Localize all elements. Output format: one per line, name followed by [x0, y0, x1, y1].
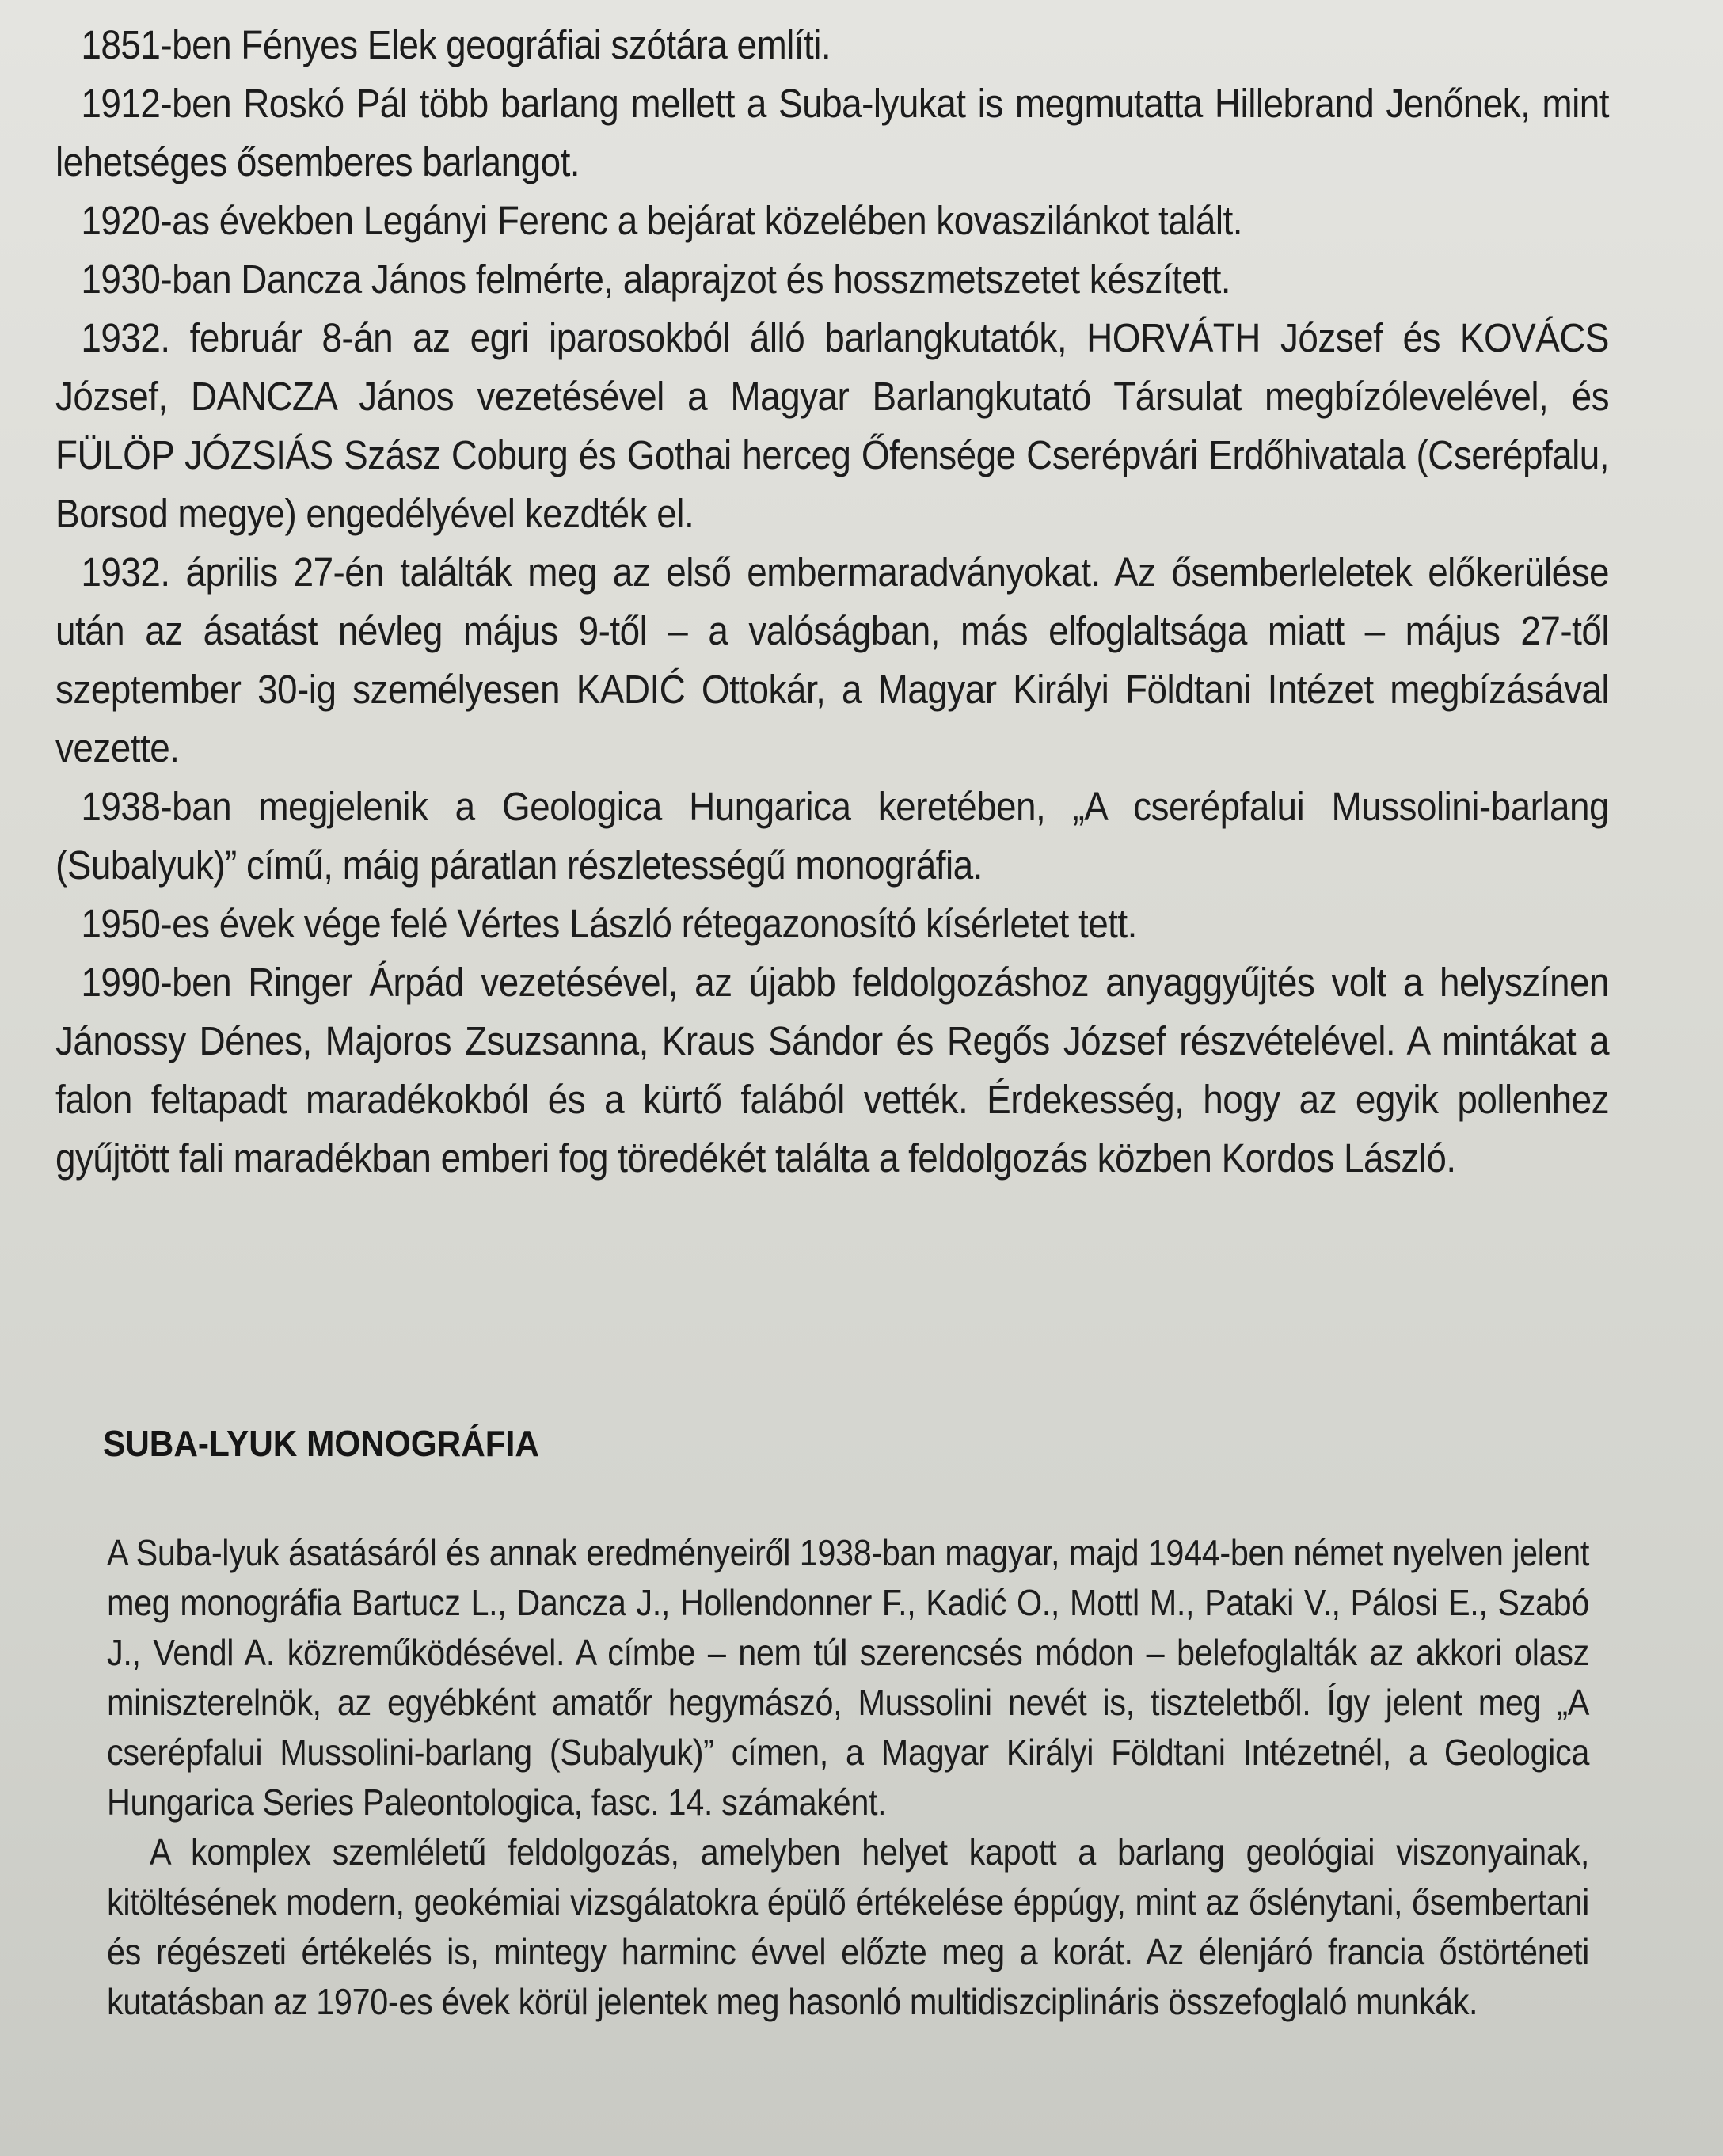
history-section — [55, 16, 1631, 1188]
history-paragraph-1912 — [55, 74, 1609, 192]
history-text: 1990-ben Ringer Árpád vezetésével, az újabb feldolgozáshoz anyaggyűjtés volt a helyszínen Jánossy Dénes, Majoros Zsuzsanna, Kraus Sándor és Regős József részvételével. A mintákat a falon feltapadt maradékokból és a kürtő falából vették. Érdekesség, hogy az egyik pollenhez gyűjtött fali maradékban emberi fog töredékét találta a feldolgozás közben Kordos László. — [55, 960, 1609, 1181]
history-text: 1920-as években Legányi Ferenc a bejárat közelében kovaszilánkot talált. — [81, 198, 1242, 243]
history-text: 1912-ben Roskó Pál több barlang mellett a Suba-lyukat is megmutatta Hillebrand Jenőnek, mint lehetséges ősemberes barlangot. — [55, 81, 1609, 184]
monograph-text: A komplex szemléletű feldolgozás, amelyben helyet kapott a barlang geológiai viszonyainak, kitöltésének modern, geokémiai vizsgálatokra épülő értékelése éppúgy, mint az őslénytani, ősembertani és régészeti értékelés is, mintegy harminc évvel előzte meg a korát. Az élenjáró francia őstörténeti kutatásban az 1970-es évek körül jelentek meg hasonló multidiszciplináris összefoglaló munkák. — [107, 1831, 1589, 2022]
history-paragraph-1930 — [55, 250, 1609, 309]
history-paragraph-1851 — [55, 16, 1609, 74]
history-paragraph-1990 — [55, 953, 1609, 1188]
history-text: 1938-ban megjelenik a Geologica Hungarica keretében, „A cserépfalui Mussolini-barlang (Subalyuk)” című, máig páratlan részletességű monográfia. — [55, 784, 1609, 888]
history-text: 1930-ban Dancza János felmérte, alaprajzot és hosszmetszetet készített. — [81, 257, 1231, 302]
history-paragraph-1932-feb — [55, 309, 1609, 543]
history-text: 1851-ben Fényes Elek geográfiai szótára említi. — [81, 22, 831, 67]
history-paragraph-1950 — [55, 895, 1609, 953]
history-text: 1932. április 27-én találták meg az első embermaradványokat. Az ősemberleletek előkerülése után az ásatást névleg május 9-től – a valóságban, más elfoglaltsága miatt – május 27-től szeptember 30-ig személyesen KADIĆ Ottokár, a Magyar Királyi Földtani Intézet megbízásával vezette. — [55, 549, 1609, 770]
monograph-paragraph-1 — [107, 1528, 1589, 1827]
history-paragraph-1932-apr — [55, 543, 1609, 778]
history-paragraph-1920 — [55, 192, 1609, 250]
monograph-text: A Suba-lyuk ásatásáról és annak eredményeiről 1938-ban magyar, majd 1944-ben német nyelven jelent meg monográfia Bartucz L., Dancza J., Hollendonner F., Kadić O., Mottl M., Pataki V., Pálosi E., Szabó J., Vendl A. közreműködésével. A címbe – nem túl szerencsés módon – belefoglalták az akkori olasz miniszterelnök, az egyébként amatőr hegymászó, Mussolini nevét is, tiszteletből. Így jelent meg „A cserépfalui Mussolini-barlang (Subalyuk)” címen, a Magyar Királyi Földtani Intézetnél, a Geologica Hungarica Series Paleontologica, fasc. 14. számaként. — [107, 1532, 1589, 1823]
history-text: 1932. február 8-án az egri iparosokból álló barlangkutatók, HORVÁTH József és KOVÁCS József, DANCZA János vezetésével a Magyar Barlangkutató Társulat megbízólevelével, és FÜLÖP JÓZSIÁS Szász Coburg és Gothai herceg Őfensége Cserépvári Erdőhivatala (Cserépfalu, Borsod megye) engedélyével kezdték el. — [55, 315, 1609, 536]
monograph-section — [107, 1528, 1596, 2027]
history-text: 1950-es évek vége felé Vértes László rétegazonosító kísérletet tett. — [81, 901, 1137, 946]
section-heading: SUBA-LYUK MONOGRÁFIA — [103, 1423, 539, 1464]
monograph-paragraph-2 — [107, 1827, 1589, 2027]
history-paragraph-1938 — [55, 778, 1609, 895]
